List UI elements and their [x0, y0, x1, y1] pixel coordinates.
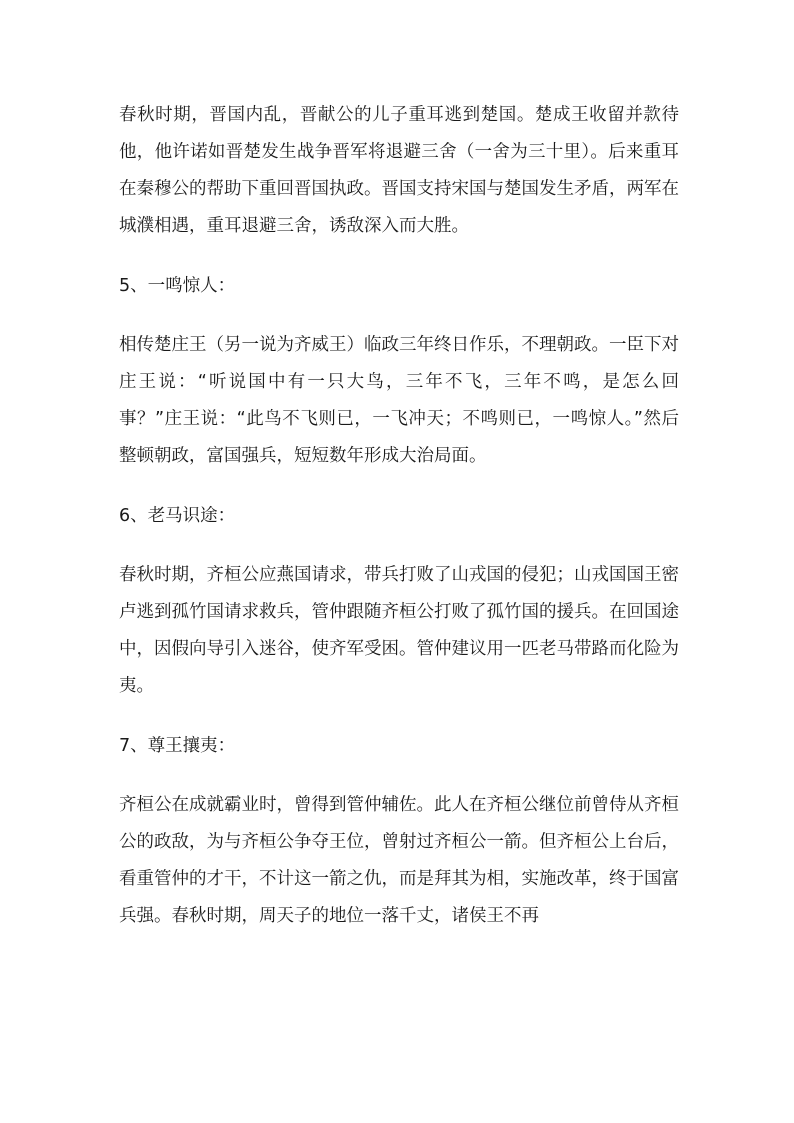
- paragraph-section-6: 春秋时期，齐桓公应燕国请求，带兵打败了山戎国的侵犯；山戎国国王密卢逃到孤竹国请求救兵，管仲跟随齐桓公打败了孤竹国的援兵。在回国途中，因假向导引入迷谷，使齐军受困。管仲建议用一匹老马带路而化险为夷。: [119, 565, 679, 696]
- section-heading-5: 5、一鸣惊人：: [119, 276, 236, 296]
- paragraph-retreat-three-she: 春秋时期，晋国内乱，晋献公的儿子重耳逃到楚国。楚成王收留并款待他，他许诺如晋楚发生战争晋军将退避三舍（一舍为三十里）。后来重耳在秦穆公的帮助下重回晋国执政。晋国支持宋国与楚国发生矛盾，两军在城濮相遇，重耳退避三舍，诱敌深入而大胜。: [119, 105, 679, 236]
- paragraph-section-5: 相传楚庄王（另一说为齐威王）临政三年终日作乐，不理朝政。一臣下对庄王说：“听说国中有一只大鸟，三年不飞，三年不鸣，是怎么回事？”庄王说：“此鸟不飞则已，一飞冲天；不鸣则已，一鸣惊人。”然后整顿朝政，富国强兵，短短数年形成大治局面。: [119, 335, 679, 466]
- paragraph-section-7: 齐桓公在成就霸业时，曾得到管仲辅佐。此人在齐桓公继位前曾侍从齐桓公的政敌，为与齐桓公争夺王位，曾射过齐桓公一箭。但齐桓公上台后，看重管仲的才干，不计这一箭之仇，而是拜其为相，实施改革，终于国富兵强。春秋时期，周天子的地位一落千丈，诸侯王不再: [119, 795, 679, 926]
- section-heading-7: 7、尊王攘夷：: [119, 736, 236, 756]
- document-body: [119, 97, 679, 935]
- section-heading-6: 6、老马识途：: [119, 506, 236, 526]
